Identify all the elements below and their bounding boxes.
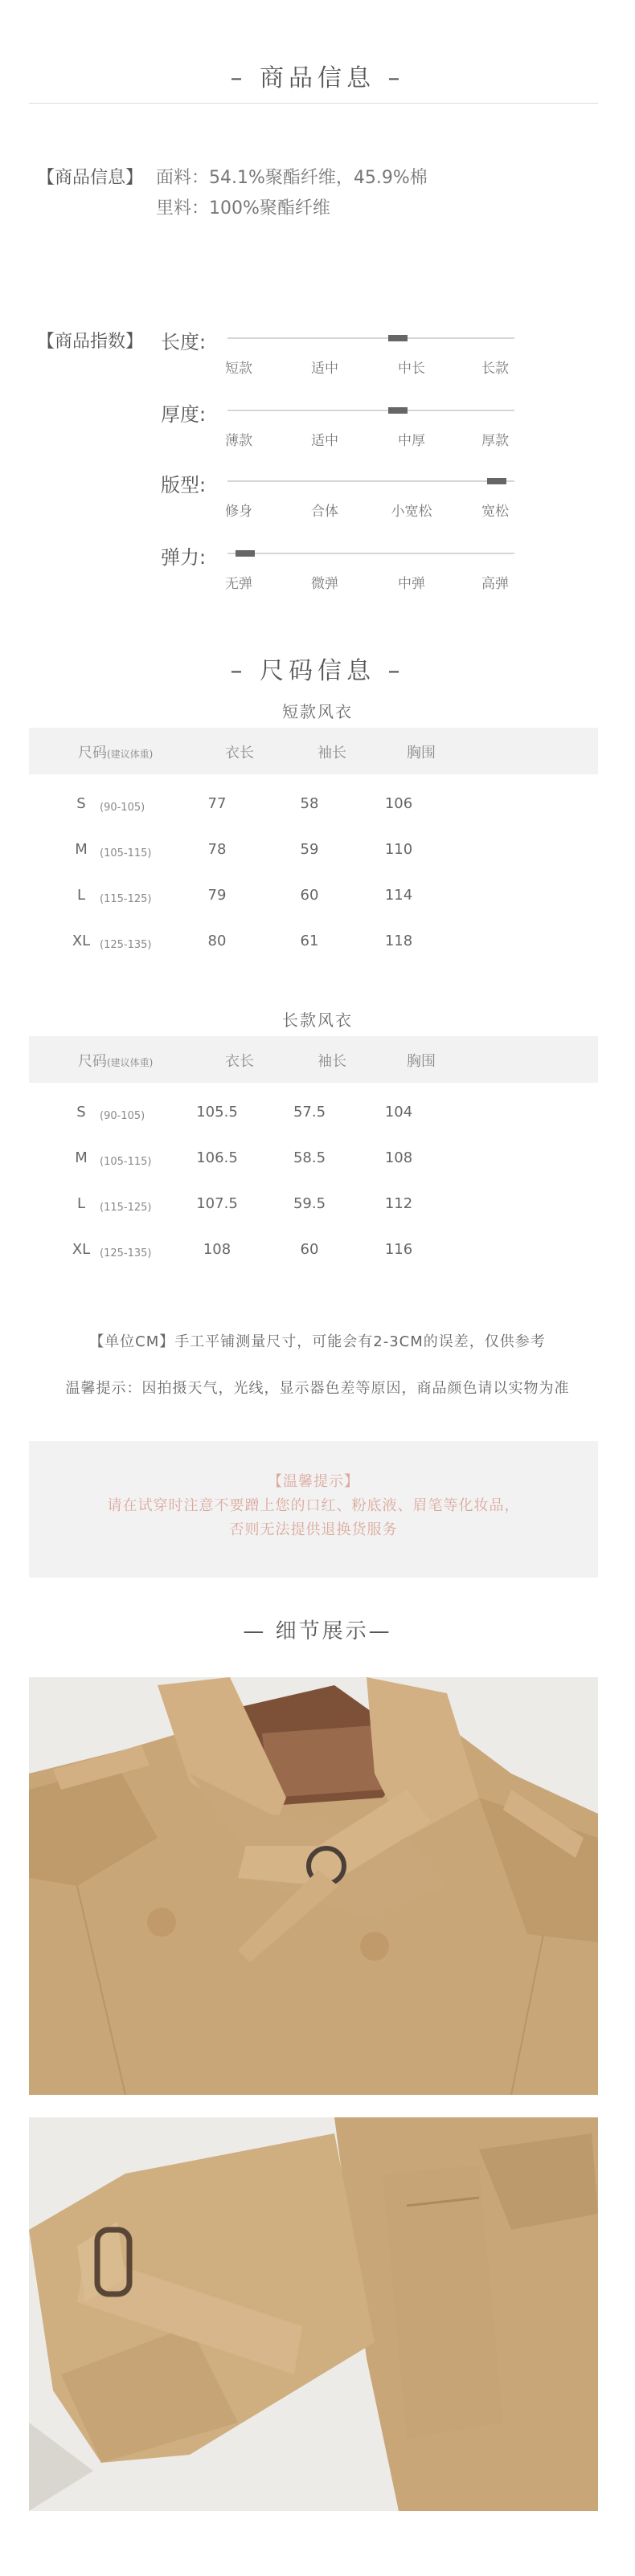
cell-weight: (125-135) <box>100 1247 152 1259</box>
index-option-0-0: 短款 <box>225 361 252 377</box>
header-length: 衣长 <box>225 1053 254 1070</box>
cell-weight: (115-125) <box>100 893 152 905</box>
index-label-2: 版型: <box>161 474 207 496</box>
header-size-note: (建议体重) <box>107 1057 154 1068</box>
cell-chest: 114 <box>384 887 413 904</box>
table-row <box>0 887 635 911</box>
index-track-1 <box>227 410 514 411</box>
table-row <box>0 1104 635 1128</box>
index-marker-1 <box>388 407 408 414</box>
cell-length: 108 <box>203 1241 231 1258</box>
table-row <box>0 1195 635 1219</box>
header-sleeve: 袖长 <box>318 745 346 761</box>
cell-size: S <box>76 795 86 812</box>
table-row <box>0 933 635 957</box>
index-option-0-1: 适中 <box>311 361 338 377</box>
cell-size: M <box>75 841 88 858</box>
index-option-1-0: 薄款 <box>225 433 252 449</box>
cell-chest: 106 <box>384 795 413 812</box>
index-option-2-3: 宽松 <box>481 504 509 520</box>
table-row <box>0 795 635 819</box>
index-label-0: 长度: <box>161 331 207 353</box>
table-subtitle-1: 长款风衣 <box>282 1010 353 1030</box>
cuff-detail-photo <box>29 2117 598 2511</box>
index-option-2-0: 修身 <box>225 504 252 520</box>
cell-weight: (105-115) <box>100 1156 152 1168</box>
cell-length: 106.5 <box>196 1149 238 1166</box>
cell-sleeve: 57.5 <box>293 1104 326 1121</box>
index-track-2 <box>227 480 514 482</box>
cell-weight: (90-105) <box>100 802 145 814</box>
product-info-title: – 商品信息 – <box>230 64 405 92</box>
index-marker-2 <box>487 478 506 484</box>
index-option-2-1: 合体 <box>311 504 338 520</box>
cell-chest: 104 <box>384 1104 413 1121</box>
table-header-1 <box>29 1036 598 1083</box>
tip-line-2: 否则无法提供退换货服务 <box>229 1521 398 1538</box>
index-option-1-2: 中厚 <box>398 433 425 449</box>
table-header-0 <box>29 728 598 774</box>
tip-box <box>29 1441 598 1578</box>
cell-length: 107.5 <box>196 1195 238 1212</box>
cell-chest: 110 <box>384 841 413 858</box>
index-marker-0 <box>388 335 408 341</box>
size-info-title: – 尺码信息 – <box>230 657 405 685</box>
header-length: 衣长 <box>225 745 254 761</box>
index-track-3 <box>227 553 514 554</box>
divider <box>29 103 598 104</box>
cell-size: L <box>76 1195 86 1212</box>
cell-sleeve: 59 <box>300 841 319 858</box>
index-option-0-3: 长款 <box>481 361 509 377</box>
cell-weight: (115-125) <box>100 1202 152 1214</box>
header-size: 尺码(建议体重) <box>78 1053 154 1070</box>
lining-line: 里料：100%聚酯纤维 <box>156 198 330 218</box>
cell-sleeve: 60 <box>300 1241 319 1258</box>
tip-title: 【温馨提示】 <box>268 1473 359 1490</box>
warm-note: 温馨提示：因拍摄天气，光线，显示器色差等原因，商品颜色请以实物为准 <box>65 1380 570 1397</box>
fabric-line: 面料：54.1%聚酯纤维，45.9%棉 <box>156 168 428 188</box>
table-row <box>0 1241 635 1265</box>
collar-detail-photo <box>29 1677 598 2095</box>
index-option-3-2: 中弹 <box>398 576 425 592</box>
cell-chest: 118 <box>384 933 413 949</box>
cell-weight: (125-135) <box>100 939 152 951</box>
index-label-3: 弹力: <box>161 546 207 569</box>
header-size-note: (建议体重) <box>107 749 154 760</box>
header-chest: 胸围 <box>407 745 436 761</box>
cell-chest: 112 <box>384 1195 413 1212</box>
cell-sleeve: 58.5 <box>293 1149 326 1166</box>
cell-size: S <box>76 1104 86 1121</box>
header-chest: 胸围 <box>407 1053 436 1070</box>
table-row <box>0 1149 635 1174</box>
index-option-0-2: 中长 <box>398 361 425 377</box>
index-label-1: 厚度: <box>161 403 207 426</box>
cell-weight: (105-115) <box>100 847 152 859</box>
cell-size: XL <box>72 1241 91 1258</box>
index-option-3-1: 微弹 <box>311 576 338 592</box>
cell-size: XL <box>72 933 91 949</box>
unit-note: 【单位CM】手工平铺测量尺寸，可能会有2-3CM的误差，仅供参考 <box>89 1333 546 1350</box>
cell-sleeve: 61 <box>300 933 319 949</box>
cell-sleeve: 59.5 <box>293 1195 326 1212</box>
cell-size: M <box>75 1149 88 1166</box>
cell-length: 78 <box>207 841 227 858</box>
index-option-1-3: 厚款 <box>481 433 509 449</box>
cell-sleeve: 60 <box>300 887 319 904</box>
cell-chest: 116 <box>384 1241 413 1258</box>
cell-sleeve: 58 <box>300 795 319 812</box>
index-track-0 <box>227 337 514 339</box>
tip-line-1: 请在试穿时注意不要蹭上您的口红、粉底液、眉笔等化妆品， <box>107 1497 520 1514</box>
index-option-2-2: 小宽松 <box>391 504 432 520</box>
table-row <box>0 841 635 865</box>
cell-chest: 108 <box>384 1149 413 1166</box>
index-marker-3 <box>236 550 255 557</box>
cell-length: 79 <box>207 887 227 904</box>
header-sleeve: 袖长 <box>318 1053 346 1070</box>
cell-weight: (90-105) <box>100 1110 145 1122</box>
cell-size: L <box>76 887 86 904</box>
cell-length: 77 <box>207 795 227 812</box>
index-option-1-1: 适中 <box>311 433 338 449</box>
cell-length: 105.5 <box>196 1104 238 1121</box>
header-size: 尺码(建议体重) <box>78 745 154 761</box>
product-info-label: 【商品信息】 <box>37 168 144 188</box>
indices-label: 【商品指数】 <box>37 332 144 352</box>
cell-length: 80 <box>207 933 227 949</box>
detail-title: — 细节展示— <box>243 1619 392 1643</box>
index-option-3-3: 高弹 <box>481 576 509 592</box>
index-option-3-0: 无弹 <box>225 576 252 592</box>
table-subtitle-0: 短款风衣 <box>282 702 353 721</box>
